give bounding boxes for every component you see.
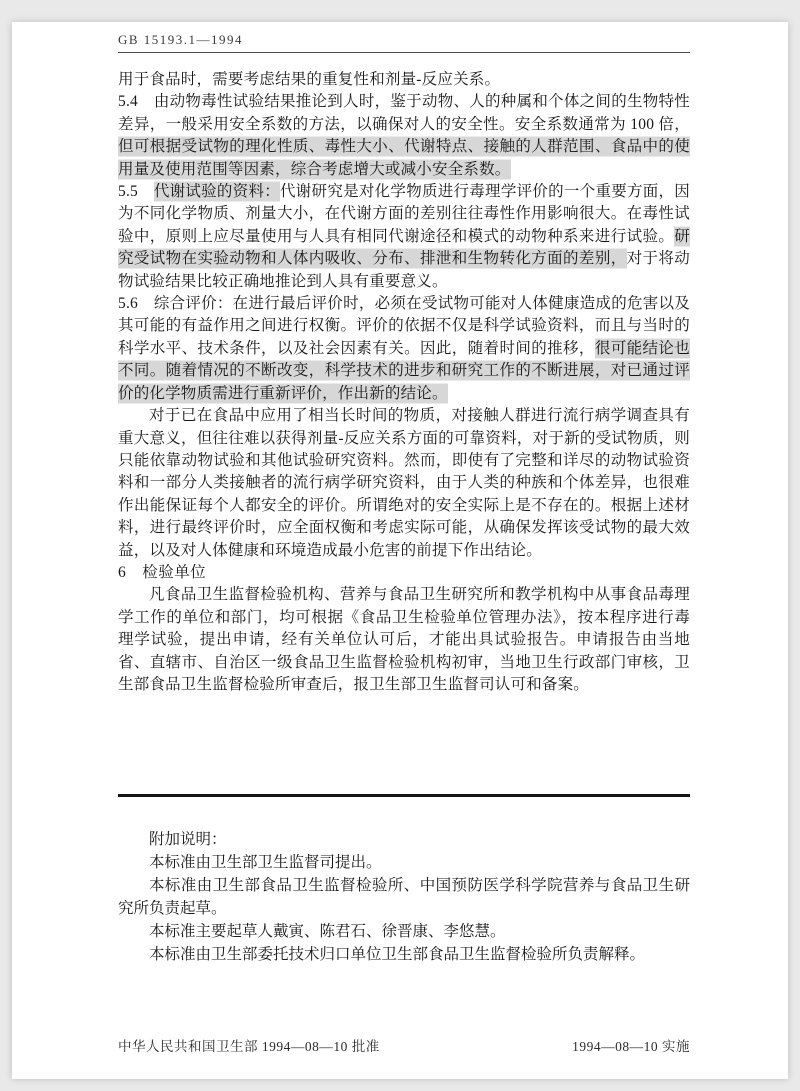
scan-shaded-text-segment: 代谢试验的资料： <box>153 183 281 201</box>
text-segment: 对于已在食品中应用了相当长时间的物质，对接触人群进行流行病学调查具有重大意义，但往往难以获得剂量-反应关系方面的可靠资料，对于新的受试物质，则只能依靠动物试验和其他试验研究资料。然而，即使有了完整和详尽的动物试验资料和一部分人类接触者的流行病学研究资料，由于人类的种族和个体差异，也很难作出能保证每个人都安全的评价。所谓绝对的安全实际上是不存在的。根据上述材料，进行最终评价时，应全面权衡和考虑实际可能，从确保发挥该受试物的最大效益，以及对人体健康和环境造成最小危害的前提下作出结论。 <box>118 407 690 559</box>
text-segment: 6 检验单位 <box>118 563 207 581</box>
header-rule <box>118 52 690 53</box>
note-item: 本标准主要起草人戴寅、陈君石、徐晋康、李悠慧。 <box>149 923 506 940</box>
document-content <box>118 32 690 696</box>
scan-shaded-text-segment: 很可能结论也不同。随着情况的不断改变，科学技术的进步和研究工作的不断进展，对已通过评价的化学物质需进行重新评价，作出新的结论。 <box>118 339 690 402</box>
para-5-6 <box>118 293 690 405</box>
note-item: 本标准由卫生部食品卫生监督检验所、中国预防医学科学院营养与食品卫生研究所负责起草。 <box>118 877 690 917</box>
para-5-4 <box>118 91 690 181</box>
text-segment: 5.6 综合评价：在进行最后评价时，必须在受试物可能对人体健康造成的危害以及其可能的有益作用之间进行权衡。评价的依据不仅是科学试验资料，而且与当时的科学水平、技术条件，以及社会因素有关。因此，随着时间的推移， <box>118 295 690 357</box>
text-segment: 5.4 由动物毒性试验结果推论到人时，鉴于动物、人的种属和个体之间的生物特性差异，一般采用安全系数的方法，以确保对人的安全性。安全系数通常为 100 倍， <box>118 93 690 133</box>
text-segment: 对于将动物试验结果比较正确地推论到人具有重要意义。 <box>118 250 690 290</box>
section-divider <box>118 794 690 797</box>
note-item: 本标准由卫生部卫生监督司提出。 <box>149 854 382 871</box>
notes-title: 附加说明： <box>149 831 227 848</box>
text-segment: 凡食品卫生监督检验机构、营养与食品卫生研究所和教学机构中从事食品毒理学工作的单位和部门，均可根据《食品卫生检验单位管理办法》，按本程序进行毒理学试验，提出申请，经有关单位认可后，才能出具试验报告。申请报告由当地省、直辖市、自治区一级食品卫生监督检验机构初审，当地卫生行政部门审核，卫生部食品卫生监督检验所审查后，报卫生部卫生监督司认可和备案。 <box>118 586 690 693</box>
document-page <box>12 22 788 1079</box>
page-footer <box>118 1035 690 1055</box>
heading-6 <box>118 562 690 584</box>
standard-code: GB 15193.1—1994 <box>118 32 244 47</box>
notes-items <box>118 851 690 966</box>
para-5-5 <box>118 181 690 293</box>
scan-shaded-text-segment: 但可根据受试物的理化性质、毒性大小、代谢特点、接触的人群范围、食品中的使用量及使用范围等因素，综合考虑增大或减小安全系数。 <box>118 138 690 178</box>
text-segment: 代谢研究是对化学物质进行毒理学评价的一个重要方面，因为不同化学物质、剂量大小，在代谢方面的差别往往毒性作用影响很大。在毒性试验中，原则上应尽量使用与人具有相同代谢途径和模式的动物种系来进行试验。 <box>118 183 691 245</box>
additional-notes-section <box>118 828 690 966</box>
text-segment: 5.5 <box>118 183 154 201</box>
scan-shaded-text-segment: 研究受试物在实验动物和人体内吸收、分布、排泄和生物转化方面的差别， <box>118 227 690 268</box>
para-6-body <box>118 584 690 696</box>
note-item: 本标准由卫生部委托技术归口单位卫生部食品卫生监督检验所负责解释。 <box>149 946 646 963</box>
text-segment: 用于食品时，需要考虑结果的重复性和剂量-反应关系。 <box>118 71 501 88</box>
footer-approval-text: 中华人民共和国卫生部 1994—08—10 批准 <box>118 1039 380 1054</box>
footer-implementation-text: 1994—08—10 实施 <box>572 1039 690 1054</box>
document-body <box>118 69 690 696</box>
para-continuation <box>118 69 690 91</box>
para-epidemiology <box>118 405 690 562</box>
